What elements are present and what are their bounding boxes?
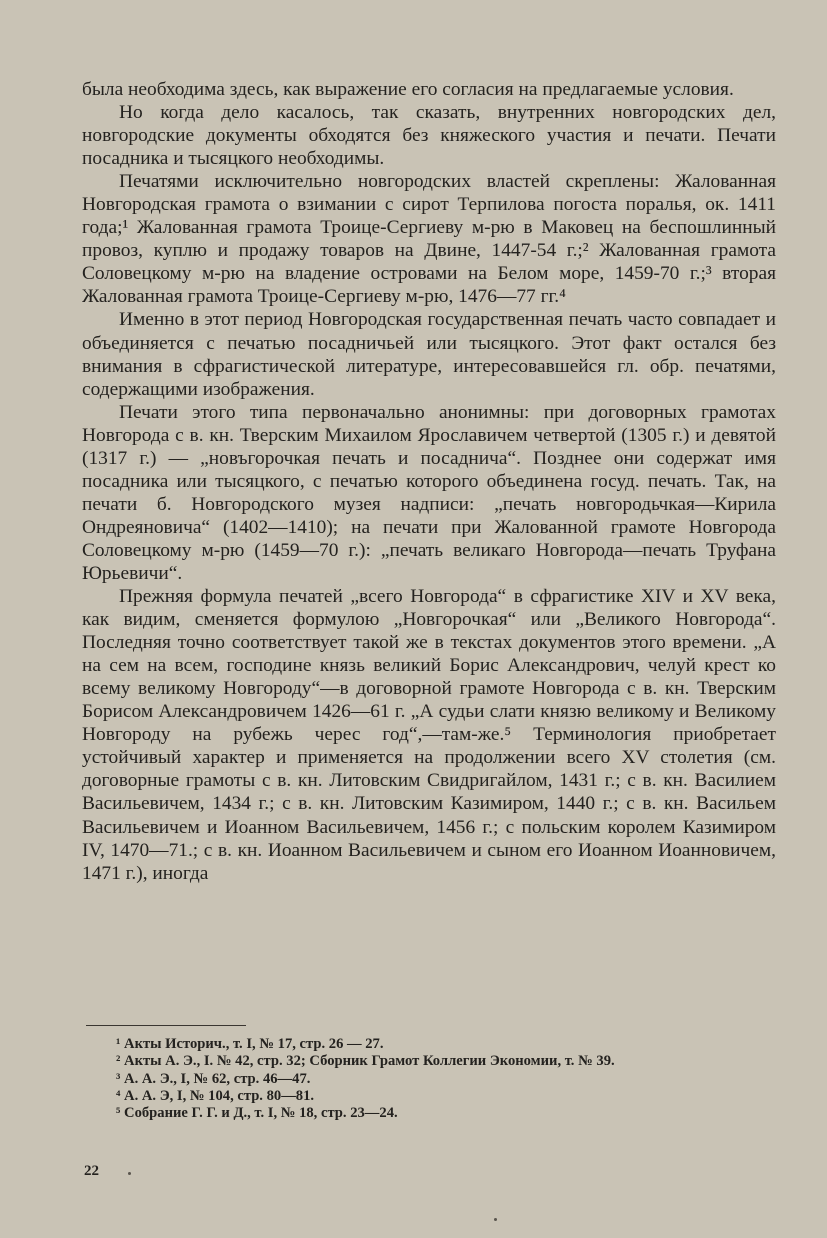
footnote: ⁵ Собрание Г. Г. и Д., т. I, № 18, стр. 23—24. bbox=[116, 1105, 398, 1122]
paper-speck bbox=[494, 1218, 497, 1221]
footnote: ³ А. А. Э., I, № 62, стр. 46—47. bbox=[116, 1070, 311, 1087]
paragraph: была необходима здесь, как выражение его согласия на предлагаемые условия. bbox=[82, 79, 734, 100]
main-text bbox=[82, 78, 776, 885]
paper-speck bbox=[128, 1172, 131, 1175]
page-number: 22 bbox=[84, 1163, 99, 1179]
footnote: ¹ Акты Историч., т. I, № 17, стр. 26 — 27. bbox=[116, 1036, 384, 1052]
paragraph: Прежняя формула печатей „всего Новгорода“ в сфрагистике XIV и XV века, как видим, сменяется формулою „Новгорочкая“ или „Великого Новгорода“. Последняя точно соответствует такой же в текстах документов этого времени. „А на сем на всем, господине князь великий Борис Александрович, челуй крест ко всему великому Новгороду“—в договорной грамоте Новгорода с в. кн. Тверским Борисом Александровичем 1426—61 г. „А судьи слати князю великому и Великому Новгороду на рубежь черес год“,—там-же.⁵ Терминология приобретает устойчивый характер и применяется на продолжении всего XV столетия (см. договорные грамоты с в. кн. Литовским Свидригайлом, 1431 г.; с в. кн. Василием Васильевичем, 1434 г.; с в. кн. Литовским Казимиром, 1440 г.; с в. кн. Васильем Васильевичем и Иоанном Васильевичем, 1456 г.; с польским королем Казимиром IV, 1470—71.; с в. кн. Иоанном Васильевичем и сыном его Иоанном Иоанновичем, 1471 г.), иногда bbox=[82, 586, 776, 884]
footnote: ² Акты А. Э., I. № 42, стр. 32; Сборник Грамот Коллегии Экономии, т. № 39. bbox=[116, 1053, 615, 1070]
paragraph: Печати этого типа первоначально анонимны: при договорных грамотах Новгорода с в. кн. Тверским Михаилом Ярославичем четвертой (1305 г.) и девятой (1317 г.) — „новъгорочкая печать и посаднича“. Позднее они содержат имя посадника или тысяцкого, с печатью которого объединена госуд. печать. Так, на печати б. Новгородского музея надписи: „печать новгородьчкая—Кирила Ондреяновича“ (1402—1410); на печати при Жалованной грамоте Новгорода Соловецкому м-рю (1459—70 г.): „печать великаго Новгорода—печать Труфана Юрьевичи“. bbox=[82, 401, 776, 584]
footnote-divider bbox=[86, 1025, 246, 1026]
paragraph: Но когда дело касалось, так сказать, внутренних новгородских дел, новгородские документы обходятся без княжеского участия и печати. Печати посадника и тысяцкого необходимы. bbox=[82, 102, 776, 170]
footnote: ⁴ А. А. Э, I, № 104, стр. 80—81. bbox=[116, 1087, 315, 1104]
footnotes bbox=[82, 1036, 776, 1122]
paragraph: Печатями исключительно новгородских властей скреплены: Жалованная Новгородская грамота о взимании с сирот Терпилова погоста поралья, ок. 1411 года;¹ Жалованная грамота Троице-Сергиеву м-рю в Маковец на беспошлинный провоз, куплю и продажу товаров на Двине, 1447-54 г.;² Жалованная грамота Соловецкому м-рю на владение островами на Белом море, 1459-70 г.;³ вторая Жалованная грамота Троице-Сергиеву м-рю, 1476—77 гг.⁴ bbox=[82, 171, 776, 308]
paragraph: Именно в этот период Новгородская государственная печать часто совпадает и объединяется с печатью посадничьей или тысяцкого. Этот факт остался без внимания в сфрагистической литературе, интересовавшейся гл. обр. печатями, содержащими изображения. bbox=[82, 309, 776, 400]
